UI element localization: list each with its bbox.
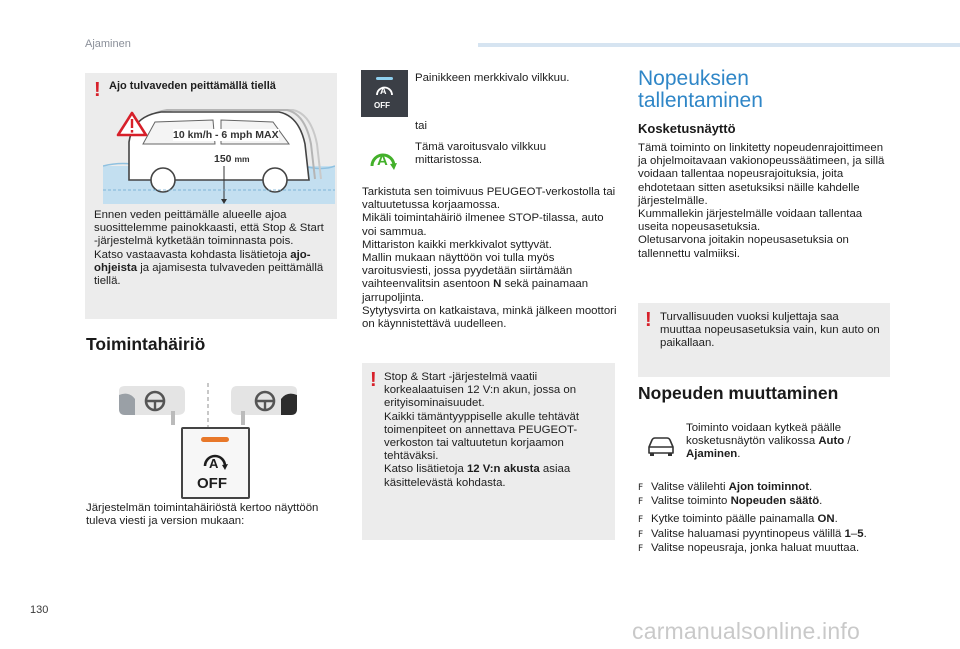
touchscreen-paragraph-2: Kummallekin järjestelmälle voidaan tallentaa useita nopeusasetuksia. [638,208,863,234]
body-paragraph-5: Sytytysvirta on katkaistava, minkä jälkeen moottori on käynnistettävä uudelleen. [362,304,617,331]
body-paragraph-4 [362,252,618,305]
battery-warning-exclamation-icon: ! [370,369,377,391]
flood-warning-p2-bold: ajo-ohjeista [94,248,311,274]
step-bullet: F [638,515,644,526]
step-bullet: F [638,483,644,493]
safety-exclamation-icon: ! [645,309,652,331]
body-paragraph-1: Tarkistuta sen toimivuus PEUGEOT-verkostolla tai valtuutetussa korjaamossa. [362,186,616,212]
warning-light-text: Tämä varoitusvalo vilkkuu mittaristossa. [415,141,547,167]
button-off-label: OFF [197,475,227,492]
water-depth-label [214,153,250,165]
step-1-bold: Ajon toiminnot [728,481,810,493]
step-bullet: F [638,529,644,540]
car-menu-slash: / [844,435,851,448]
touchscreen-text [638,142,888,261]
button-indicator-icon [361,70,408,117]
safety-warning-text: Turvallisuuden vuoksi kuljettaja saa muuttaa nopeusasetuksia vain, kun auto on paikallaan. [660,311,880,350]
malfunction-section-title: Toimintahäiriö [86,334,206,354]
step-4-text: Valitse haluamasi pyyntinopeus välillä [651,527,845,540]
flood-warning-p2-start: Katso vastaavasta kohdasta lisätietoja [94,248,291,261]
step-1-text: Valitse välilehti [651,481,729,493]
body-paragraph-2: Mikäli toimintahäiriö ilmenee STOP-tilassa, auto voi sammua. [362,212,604,238]
battery-p3-start: Katso lisätietoja [384,463,467,476]
battery-paragraph-3 [384,463,609,489]
car-menu-text [686,422,876,462]
battery-warning-text [384,371,609,490]
step-5-text: Valitse nopeusraja, jonka haluat muuttaa. [651,541,860,554]
flood-warning-p2-end: ja ajamisesta tulvaveden peittämällä tiellä. [94,261,324,288]
water-depth-value: 150 [214,153,232,165]
title-line-1: Nopeuksien [638,67,749,90]
step-5 [638,542,898,556]
step-bullet: F [638,543,644,554]
step-bullet: F [638,497,644,508]
indicator-bar [376,77,393,80]
green-warning-light-icon [366,144,400,174]
button-letter-a: A [209,456,219,471]
button-indicator-text: Painikkeen merkkivalo vilkkuu. [415,72,570,84]
water-depth-unit: mm [234,154,250,164]
flood-warning-text [94,209,326,288]
step-3 [638,513,898,527]
speed-change-section-title: Nopeuden muuttaminen [638,383,839,403]
battery-paragraph-2: Kaikki tämäntyyppiselle akulle tehtävät toimenpiteet on annettava PEUGEOT-verkoston tai valtuutetun korjaamon tehtäväksi. [384,410,580,463]
flood-warning-paragraph-1: Ennen veden peittämälle alueelle ajoa suosittelemme painokkaasti, että Stop & Start -järjestelmä kytketään toiminnasta pois. [94,209,324,248]
touchscreen-paragraph-3: Oletusarvona joitakin nopeusasetuksia on tallennettu valmiiksi. [638,234,849,260]
body-paragraph-3: Mittariston kaikki merkkivalot syttyvät. [362,238,552,251]
battery-p3-end: asiaa käsittelevästä kohdasta. [384,463,571,489]
step-1-end: . [809,481,813,493]
step-2-text: Valitse toiminto [651,495,731,508]
car-menu-dot: . [737,448,741,461]
step-3-end: . [834,513,838,526]
mirror-steering-illustration [115,383,301,431]
step-1 [638,481,898,495]
step-4-bold-max: 5 [857,527,864,540]
body-p4-start: Mallin mukaan näyttöön voi tulla myös varoitusviesti, jossa pyydetään siirtämään vaihteenvalitsin asentoon [362,252,573,291]
watermark: carmanualsonline.info [632,618,860,644]
body-p4-bold: N [493,278,502,291]
page-header-title: Ajaminen [85,38,131,50]
step-2 [638,495,898,509]
body-p4-end: sekä painamaan jarrupoljinta. [362,278,589,304]
icon-off-label: OFF [374,101,390,110]
warning-exclamation-icon: ! [94,79,101,101]
touchscreen-paragraph-1: Tämä toiminto on linkitetty nopeudenrajoittimeen ja ohjelmoitavaan vakionopeussäätimeen, ja sillä voidaan tallentaa nopeusrajoituksia, joita ehdotetaan sitten asetuksiksi näille kahdelle järjestelmälle. [638,142,885,207]
speed-memorisation-title [638,68,763,112]
step-2-bold: Nopeuden säätö [730,495,820,508]
header-bar [478,43,960,47]
step-4 [638,528,898,542]
or-text: tai [415,120,428,132]
malfunction-body-text [362,186,618,331]
car-menu-ajaminen: Ajaminen [686,448,738,461]
step-3-bold: ON [817,513,835,526]
battery-paragraph-1: Stop & Start -järjestelmä vaatii korkealaatuisen 12 V:n akun, jossa on erityisominaisuudet. [384,371,577,410]
stop-start-off-button-illustration [181,427,250,499]
green-icon-letter-a: A [377,152,388,169]
step-3-text: Kytke toiminto päälle painamalla [651,513,818,526]
speed-limit-label: 10 km/h - 6 mph MAX [173,129,279,141]
malfunction-caption: Järjestelmän toimintahäiriöstä kertoo näyttöön tuleva viesti ja version mukaan: [86,502,319,528]
page-number: 130 [30,604,49,616]
speed-change-steps [638,481,898,556]
car-menu-text-start: Toiminto voidaan kytkeä päälle kosketusnäytön valikossa [686,422,842,448]
step-4-bold-min: 1 [844,527,851,540]
car-menu-auto: Auto [818,435,845,448]
battery-p3-bold: 12 V:n akusta [466,463,540,476]
touchscreen-subtitle: Kosketusnäyttö [638,121,736,136]
step-2-end: . [819,495,823,508]
flood-warning-title: Ajo tulvaveden peittämällä tiellä [109,80,276,92]
warning-triangle-icon [116,111,148,137]
orange-indicator-light [201,437,229,442]
title-line-2: tallentaminen [638,89,763,112]
car-menu-icon [646,435,676,457]
step-4-end: . [863,527,867,540]
icon-letter-a: A [380,86,387,96]
flood-warning-paragraph-2 [94,249,326,289]
step-4-dash: – [850,527,858,540]
